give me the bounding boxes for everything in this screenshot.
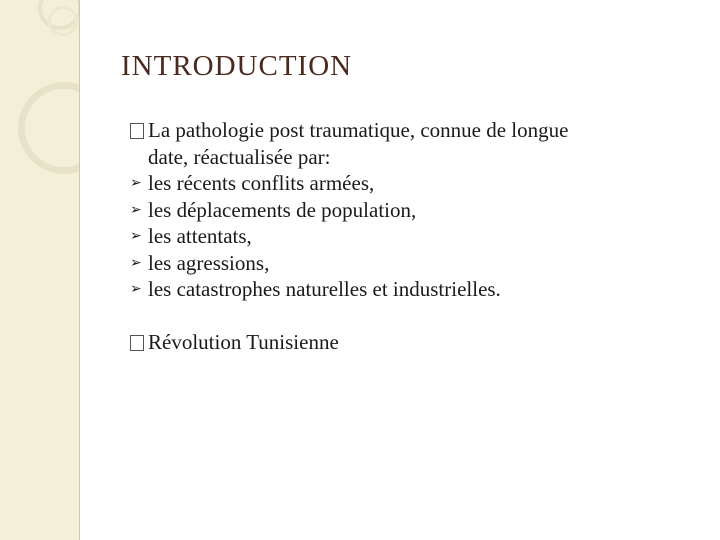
- bullet-text: Révolution Tunisienne: [148, 329, 339, 354]
- arrow-right-icon: ➢: [130, 201, 142, 218]
- slide-title: INTRODUCTION: [121, 50, 353, 82]
- decorative-side-band: [0, 0, 80, 540]
- decorative-ring-icon: [48, 6, 78, 36]
- slide-body: [130, 117, 710, 355]
- sub-bullet-text: les catastrophes naturelles et industrielles.: [148, 277, 501, 301]
- sub-bullet: [130, 170, 710, 197]
- sub-bullet-text: les récents conflits armées,: [148, 171, 375, 195]
- checkbox-square-icon: [130, 123, 144, 139]
- arrow-right-icon: ➢: [130, 228, 142, 244]
- decorative-ring-icon: [18, 82, 80, 174]
- sub-bullet: [130, 197, 710, 224]
- arrow-right-icon: ➢: [130, 281, 142, 297]
- sub-bullet: [130, 250, 710, 277]
- checkbox-square-icon: [130, 335, 144, 351]
- bullet-point: [130, 329, 710, 356]
- sub-bullet-text: les agressions,: [148, 250, 270, 275]
- bullet-point: [130, 117, 710, 170]
- bullet-text-continued: date, réactualisée par:: [148, 144, 331, 169]
- sub-bullet: [130, 276, 710, 303]
- sub-bullet-text: les déplacements de population,: [148, 197, 417, 222]
- bullet-text: La pathologie post traumatique, connue de longue: [148, 118, 569, 142]
- sub-bullet: [130, 223, 710, 250]
- arrow-right-icon: ➢: [130, 254, 142, 271]
- sub-bullet-text: les attentats,: [148, 224, 252, 248]
- arrow-right-icon: ➢: [130, 175, 142, 191]
